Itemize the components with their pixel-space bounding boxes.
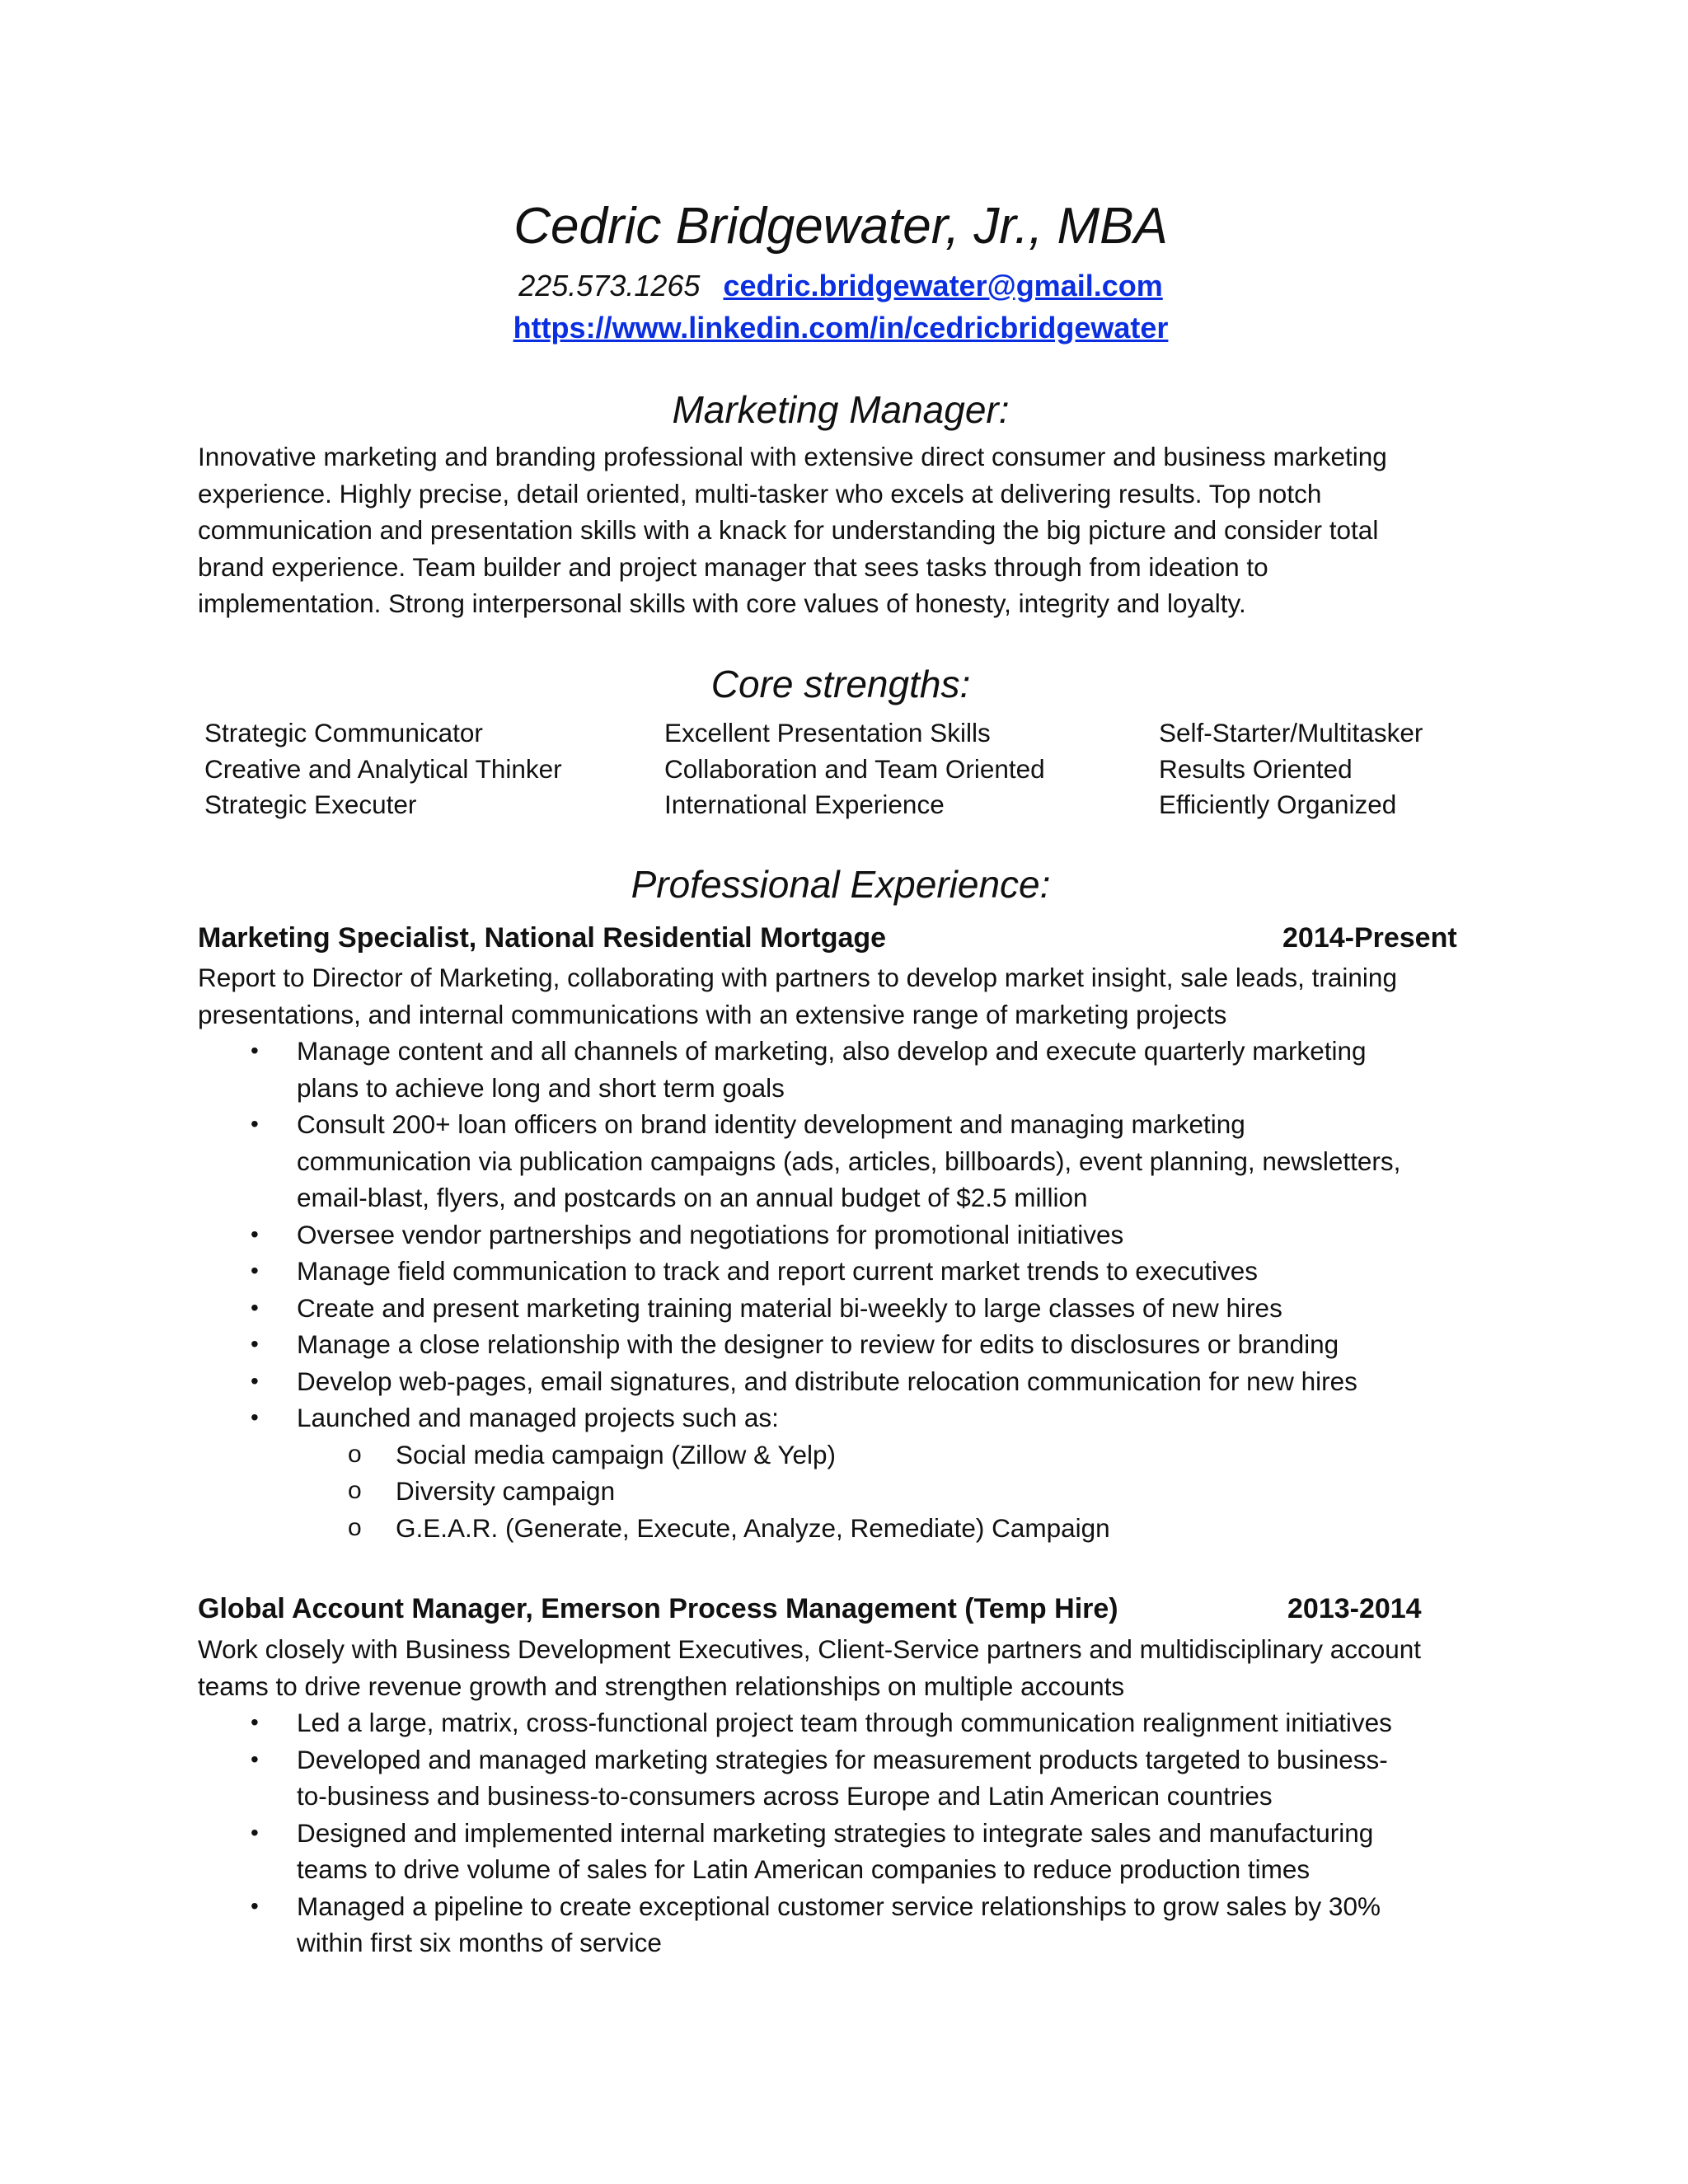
list-item [198,1399,1484,1546]
strength-item: Efficiently Organized [1159,790,1397,819]
bullet-icon: • [251,1038,259,1063]
bullet-icon: • [251,1746,259,1772]
bullet-icon: • [251,1258,259,1283]
linkedin-line [198,310,1484,345]
bullet-line: Manage field communication to track and report current market trends to executives [297,1256,1259,1286]
bullet-icon: • [251,1221,259,1247]
job-desc-line: Work closely with Business Development Executives, Client-Service partners and multidisciplinary account [198,1634,1422,1664]
sub-list-item [297,1473,1484,1510]
list-item [198,1888,1484,1961]
job-title: Marketing Specialist, National Residential Mortgage [198,922,887,954]
bullet-line: email-blast, flyers, and postcards on an annual budget of $2.5 million [297,1183,1088,1212]
bullet-line: Launched and managed projects such as: [297,1403,779,1432]
job-desc-line: presentations, and internal communications with an extensive range of marketing projects [198,999,1227,1029]
job-desc-line: teams to drive revenue growth and strengthen relationships on multiple accounts [198,1671,1125,1701]
bullet-line: Developed and managed marketing strategies for measurement products targeted to business- [297,1744,1388,1774]
linkedin-link[interactable]: https://www.linkedin.com/in/cedricbridgewater [513,311,1169,344]
sub-list-item [297,1510,1484,1547]
list-item [198,1363,1484,1400]
job-bullets [198,1033,1484,1546]
sub-bullet-text: Diversity campaign [396,1476,616,1506]
bullet-icon: • [251,1367,259,1394]
bullet-line: Develop web-pages, email signatures, and distribute relocation communication for new hires [297,1366,1357,1396]
bullet-line: teams to drive volume of sales for Latin American companies to reduce production times [297,1854,1311,1884]
strength-item: Self-Starter/Multitasker [1159,718,1423,748]
summary-line: experience. Highly precise, detail oriented, multi-tasker who excels at delivering results. Top notch [198,478,1322,509]
strengths-row [204,787,1490,823]
email-link[interactable]: cedric.bridgewater@gmail.com [723,269,1163,302]
job-bullets [198,1704,1484,1961]
job-heading [198,1591,1484,1627]
bullet-line: to-business and business-to-consumers across Europe and Latin American countries [297,1781,1273,1811]
experience-title: Professional Experience: [631,863,1051,906]
strength-item: Strategic Executer [204,790,417,819]
bullet-line: Manage a close relationship with the designer to review for edits to disclosures or branding [297,1329,1339,1359]
contact-line [198,268,1484,303]
strength-item: International Experience [664,790,945,819]
sub-bullets [297,1436,1484,1547]
bullet-icon: • [251,1819,259,1845]
bullet-icon: • [251,1111,259,1137]
sub-bullet-icon: o [348,1513,362,1541]
job-description [198,959,1484,1033]
sub-bullet-text: G.E.A.R. (Generate, Execute, Analyze, Remediate) Campaign [396,1512,1110,1543]
bullet-icon: • [251,1331,259,1357]
job-title: Global Account Manager, Emerson Process Management (Temp Hire) [198,1593,1118,1624]
bullet-line: communication via publication campaigns (ads, articles, billboards), event planning, newsletters, [297,1146,1401,1176]
sub-bullet-icon: o [348,1440,362,1468]
job-heading [198,920,1484,956]
job-dates: 2013-2014 [1287,1593,1422,1624]
list-item [198,1106,1484,1216]
phone-number: 225.573.1265 [518,269,701,302]
list-item [198,1290,1484,1327]
bullet-icon: • [251,1294,259,1320]
strengths-row [204,752,1490,788]
list-item [198,1033,1484,1106]
strengths-row [204,715,1490,752]
bullet-line: Create and present marketing training material bi-weekly to large classes of new hires [297,1292,1282,1323]
job-dates: 2014-Present [1282,922,1457,954]
sub-bullet-text: Social media campaign (Zillow & Yelp) [396,1439,837,1469]
bullet-line: Oversee vendor partnerships and negotiations for promotional initiatives [297,1219,1124,1249]
strength-item: Collaboration and Team Oriented [664,753,1045,784]
bullet-line: Led a large, matrix, cross-functional project team through communication realignment initiatives [297,1708,1392,1737]
job-desc-line: Report to Director of Marketing, collaborating with partners to develop market insight, sale leads, training [198,963,1397,992]
list-item [198,1216,1484,1254]
list-item [198,1704,1484,1741]
bullet-icon: • [251,1404,259,1430]
bullet-icon: • [251,1709,259,1735]
job-description [198,1631,1484,1704]
bullet-icon: • [251,1892,259,1919]
list-item [198,1741,1484,1815]
strength-item: Results Oriented [1159,753,1353,784]
strengths-title: Core strengths: [710,663,971,705]
summary-line: brand experience. Team builder and project manager that sees tasks through from ideation to [198,551,1268,582]
summary-paragraph [198,438,1484,622]
summary-line: Innovative marketing and branding professional with extensive direct consumer and business marketing [198,442,1387,471]
candidate-name: Cedric Bridgewater, Jr., MBA [513,198,1168,255]
bullet-line: Designed and implemented internal marketing strategies to integrate sales and manufacturing [297,1817,1374,1848]
summary-title: Marketing Manager: [672,388,1010,431]
strengths-grid [204,715,1490,823]
bullet-line: Manage content and all channels of marketing, also develop and execute quarterly marketing [297,1036,1367,1066]
strength-item: Excellent Presentation Skills [664,718,991,748]
list-item [198,1253,1484,1290]
list-item [198,1326,1484,1363]
summary-line: implementation. Strong interpersonal skills with core values of honesty, integrity and loyalty. [198,588,1246,618]
bullet-line: Managed a pipeline to create exceptional customer service relationships to grow sales by 30% [297,1891,1381,1921]
strength-item: Creative and Analytical Thinker [204,753,562,784]
sub-bullet-icon: o [348,1477,362,1504]
bullet-line: plans to achieve long and short term goals [297,1072,785,1103]
summary-line: communication and presentation skills with a knack for understanding the big picture and consider total [198,515,1379,545]
sub-list-item [297,1436,1484,1474]
bullet-line: Consult 200+ loan officers on brand identity development and managing marketing [297,1109,1245,1139]
list-item [198,1815,1484,1888]
strength-item: Strategic Communicator [204,718,483,748]
bullet-line: within first six months of service [297,1928,662,1957]
